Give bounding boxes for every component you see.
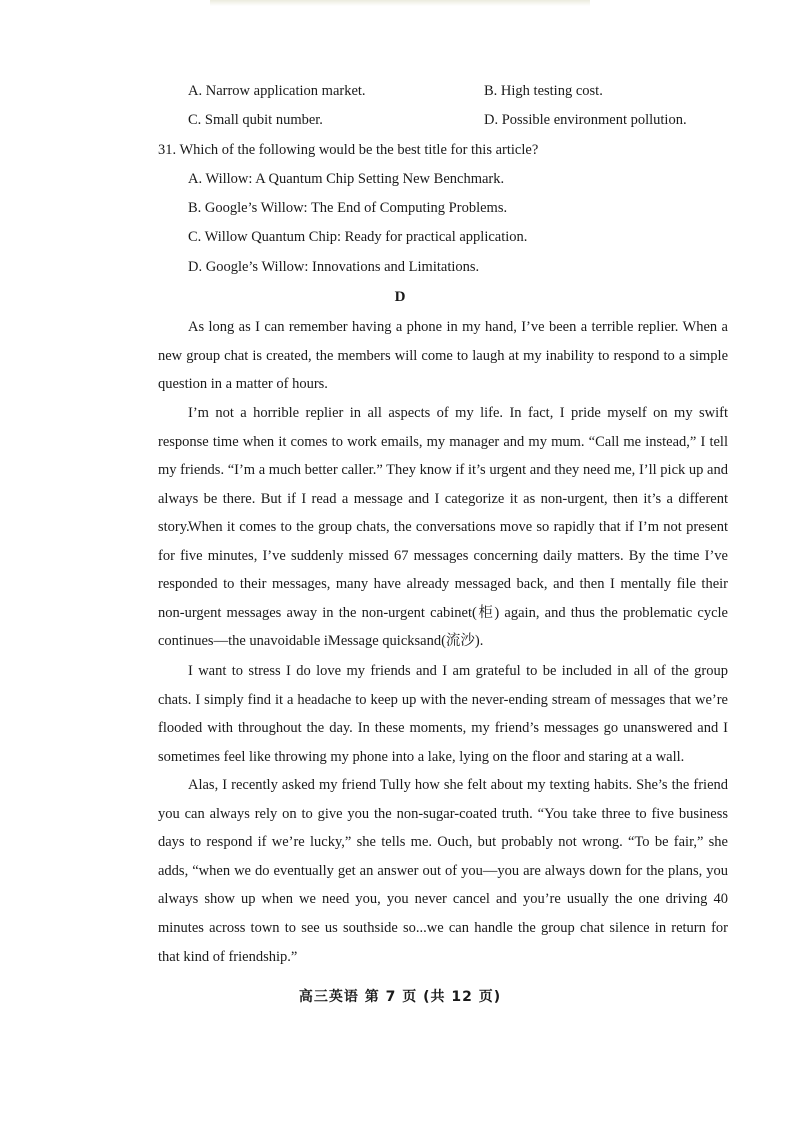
paragraph-2: I’m not a horrible replier in all aspects of my life. In fact, I pride myself on my swift response time when it comes to work emails, my manager and my mum. “Call me instead,” I tell my friends. “I’m a much better caller.” They know if it’s urgent and they need me, I’ll pick up and always be there. But if I read a message and I categorize it as non-urgent, then it’s a different story. <box>158 405 728 536</box>
q31-option-b: B. Google’s Willow: The End of Computing Problems. <box>188 200 508 216</box>
paragraph-3: When it comes to the group chats, the conversations move so rapidly that if I’m not present for five minutes, I’ve suddenly missed 67 messages concerning daily matters. By the time I’ve responded to their messages, many have already messaged back, and then I mentally file their non-urgent messages away in the non-urgent cabinet(柜) again, and thus the problematic cycle continues—the unavoidable iMessage quicksand(流沙). <box>158 519 728 650</box>
q30-option-c: C. Small qubit number. <box>188 112 323 128</box>
q30-options-row-1 <box>188 83 748 105</box>
q30-option-a: A. Narrow application market. <box>188 83 366 99</box>
q30-option-b: B. High testing cost. <box>484 83 603 99</box>
scan-smudge <box>210 0 590 6</box>
paragraph-4: I want to stress I do love my friends and I am grateful to be included in all of the group chats. I simply find it a headache to keep up with the never-ending stream of messages that we’re flooded with throughout the day. In these moments, my friend’s messages go unanswered and I sometimes feel like throwing my phone into a lake, lying on the floor and staring at a wall. <box>158 663 728 765</box>
q30-options-row-2 <box>188 112 748 134</box>
q31-option-d: D. Google’s Willow: Innovations and Limitations. <box>188 259 480 275</box>
page-footer: 高三英语 第 7 页 (共 12 页) <box>298 989 502 1005</box>
q31-option-c: C. Willow Quantum Chip: Ready for practical application. <box>188 229 528 245</box>
q31-option-a: A. Willow: A Quantum Chip Setting New Benchmark. <box>188 171 505 187</box>
q31-stem: 31. Which of the following would be the best title for this article? <box>158 142 539 158</box>
paragraph-5: Alas, I recently asked my friend Tully how she felt about my texting habits. She’s the friend you can always rely on to give you the non-sugar-coated truth. “You take three to five business days to respond if we’re lucky,” she tells me. Ouch, but probably not wrong. “To be fair,” she adds, “when we do eventually get an answer out of you—you are always down for the plans, you always show up when we need you, you never cancel and you’re usually the one driving 40 minutes across town to see us southside so...we can handle the group chat silence in return for that kind of friendship.” <box>158 777 728 965</box>
paragraph-1: As long as I can remember having a phone in my hand, I’ve been a terrible replier. When a new group chat is created, the members will come to laugh at my inability to respond to a simple question in a matter of hours. <box>158 319 728 393</box>
q30-option-d: D. Possible environment pollution. <box>484 112 687 128</box>
section-title: D <box>394 289 406 305</box>
